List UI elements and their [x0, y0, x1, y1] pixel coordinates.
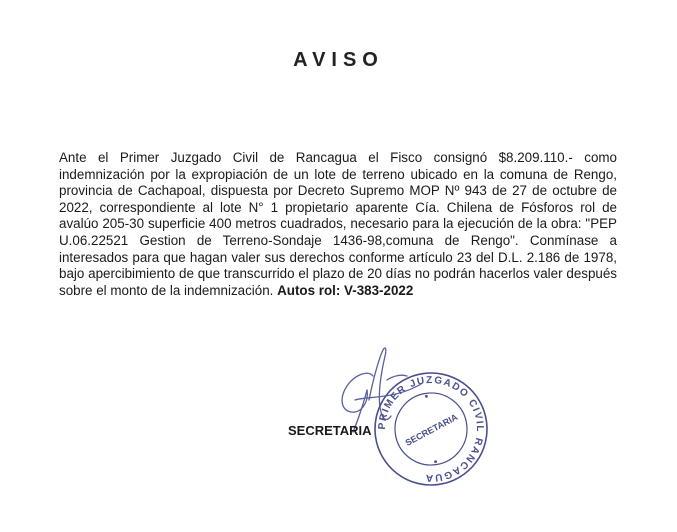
autos-rol: Autos rol: V-383-2022 — [277, 282, 414, 298]
notice-body — [59, 150, 617, 299]
court-seal — [364, 362, 497, 495]
notice-title: AVISO — [293, 49, 384, 71]
svg-text:PRIMER JUZGADO CIVIL RANCAGUA: PRIMER JUZGADO CIVIL RANCAGUA — [376, 374, 486, 484]
svg-text:SECRETARIA: SECRETARIA — [403, 411, 460, 448]
signature-label: SECRETARIA — [288, 423, 372, 438]
notice-paragraph: Ante el Primer Juzgado Civil de Rancagua el Fisco consignó $8.209.110.- como indemnización por la expropiación de un lote de terreno ubicado en la comuna de Rengo, provincia de Cachapoal, dispuesta por Decreto Supremo MOP Nº 943 de 27 de octubre de 2022, correspondiente al lote N° 1 propietario aparente Cía. Chilena de Fósforos rol de avalúo 205-30 superficie 400 metros cuadrados, necesario para la ejecución de la obra: "PEP U.06.22521 Gestion de Terreno-Sondaje 1436-98,comuna de Rengo". Conmínase a interesados para que hagan valer sus derechos conforme artículo 23 del D.L. 2.186 de 1978, bajo apercibimiento de que transcurrido el plazo de 20 días no podrán hacerlos valer después sobre el monto de la indemnización. — [59, 150, 617, 298]
